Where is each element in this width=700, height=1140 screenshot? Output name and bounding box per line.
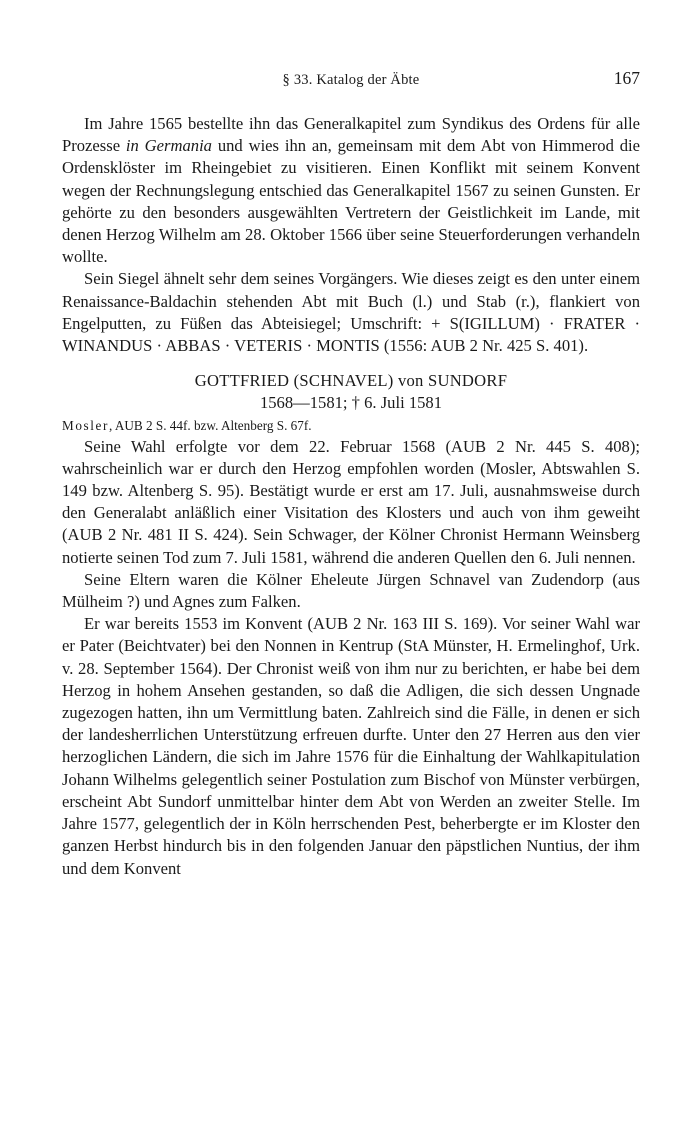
entry-paragraph-1: Seine Wahl erfolgte vor dem 22. Februar 1568 (AUB 2 Nr. 445 S. 408); wahrscheinlich war er durch den Herzog empfohlen worden (Mosler, Abtswahlen S. 149 bzw. Altenberg S. 95). Bestätigt wurde er erst am 17. Juli, ausnahmsweise durch den Generalabt anläßlich einer Visitation des Klosters und auch von ihm geweiht (AUB 2 Nr. 481 II S. 424). Sein Schwager, der Kölner Chronist Hermann Weinsberg notierte seinen Tod zum 7. Juli 1581, während die anderen Quellen den 6. Juli nennen. (62, 436, 640, 567)
intro-paragraph-1-italic: in Germania (125, 136, 212, 156)
entry-paragraph-2: Seine Eltern waren die Kölner Eheleute Jürgen Schnavel van Zudendorp (aus Mülheim ?) und Agnes zum Falken. (62, 569, 640, 612)
running-title: § 33. Katalog der Äbte (282, 72, 420, 88)
abbot-dates: 1568—1581; † 6. Juli 1581 (259, 393, 443, 413)
intro-paragraph-1 (62, 113, 640, 268)
intro-paragraph-1-rest: und wies ihn an, gemeinsam mit dem Abt von Himmerod die Ordensklöster im Rheingebiet zu visitieren. Einen Konflikt mit seinem Konvent wegen der Rechnungslegung entschied das Generalkapitel 1567 zu seinen Gunsten. Er gehörte zu den besonders ausgewählten Vertretern der Geistlichkeit im Lande, mit denen Herzog Wilhelm am 28. Oktober 1566 über seine Steuerforderungen verhandeln wollte. (62, 136, 640, 267)
source-reference (62, 416, 640, 435)
page-body (62, 113, 640, 880)
source-author: Mosler (62, 417, 109, 433)
abbot-entry-heading (62, 370, 640, 414)
page-header (62, 68, 640, 92)
seal-paragraph: Sein Siegel ähnelt sehr dem seines Vorgängers. Wie dieses zeigt es den unter einem Renaissance-Baldachin stehenden Abt mit Buch (l.) und Stab (r.), flankiert von Engelputten, zu Füßen das Abteisiegel; Umschrift: + S(IGILLUM) · FRATER · WINANDUS · ABBAS · VETERIS · MONTIS (1556: AUB 2 Nr. 425 S. 401). (62, 269, 640, 356)
abbot-name: GOTTFRIED (SCHNAVEL) von SUNDORF (194, 371, 508, 391)
source-details: , AUB 2 S. 44f. bzw. Altenberg S. 67f. (108, 417, 312, 433)
entry-paragraph-3: Er war bereits 1553 im Konvent (AUB 2 Nr. 163 III S. 169). Vor seiner Wahl war er Pater (Beichtvater) bei den Nonnen in Kentrup (StA Münster, H. Ermelinghof, Urk. v. 28. September 1564). Der Chronist weiß von ihm nur zu berichten, er habe bei dem Herzog in hohem Ansehen gestanden, so daß die Adligen, die sich dessen Ungnade zugezogen hatten, ihn um Vermittlung baten. Zahlreich sind die Fälle, in denen er sich der landesherrlichen Unterstützung erfreuen durfte. Unter den 27 Herren aus den vier herzoglichen Ländern, die sich im Jahre 1576 für die Einhaltung der Wahlkapitulation Johann Wilhelms gelegentlich seiner Postulation zum Bischof von Münster verbürgen, erscheint Abt Sundorf unmittelbar hinter dem Abt von Werden an zweiter Stelle. Im Jahre 1577, gelegentlich der in Köln herrschenden Pest, beherbergte er im Kloster den ganzen Herbst hindurch bis in den folgenden Januar den päpstlichen Nuntius, der ihm und dem Konvent (62, 614, 640, 878)
intro-paragraph-1-text: Im Jahre 1565 bestellte ihn das Generalkapitel zum Syndikus des Ordens für alle Prozesse (62, 114, 640, 156)
page-number: 167 (613, 68, 640, 88)
